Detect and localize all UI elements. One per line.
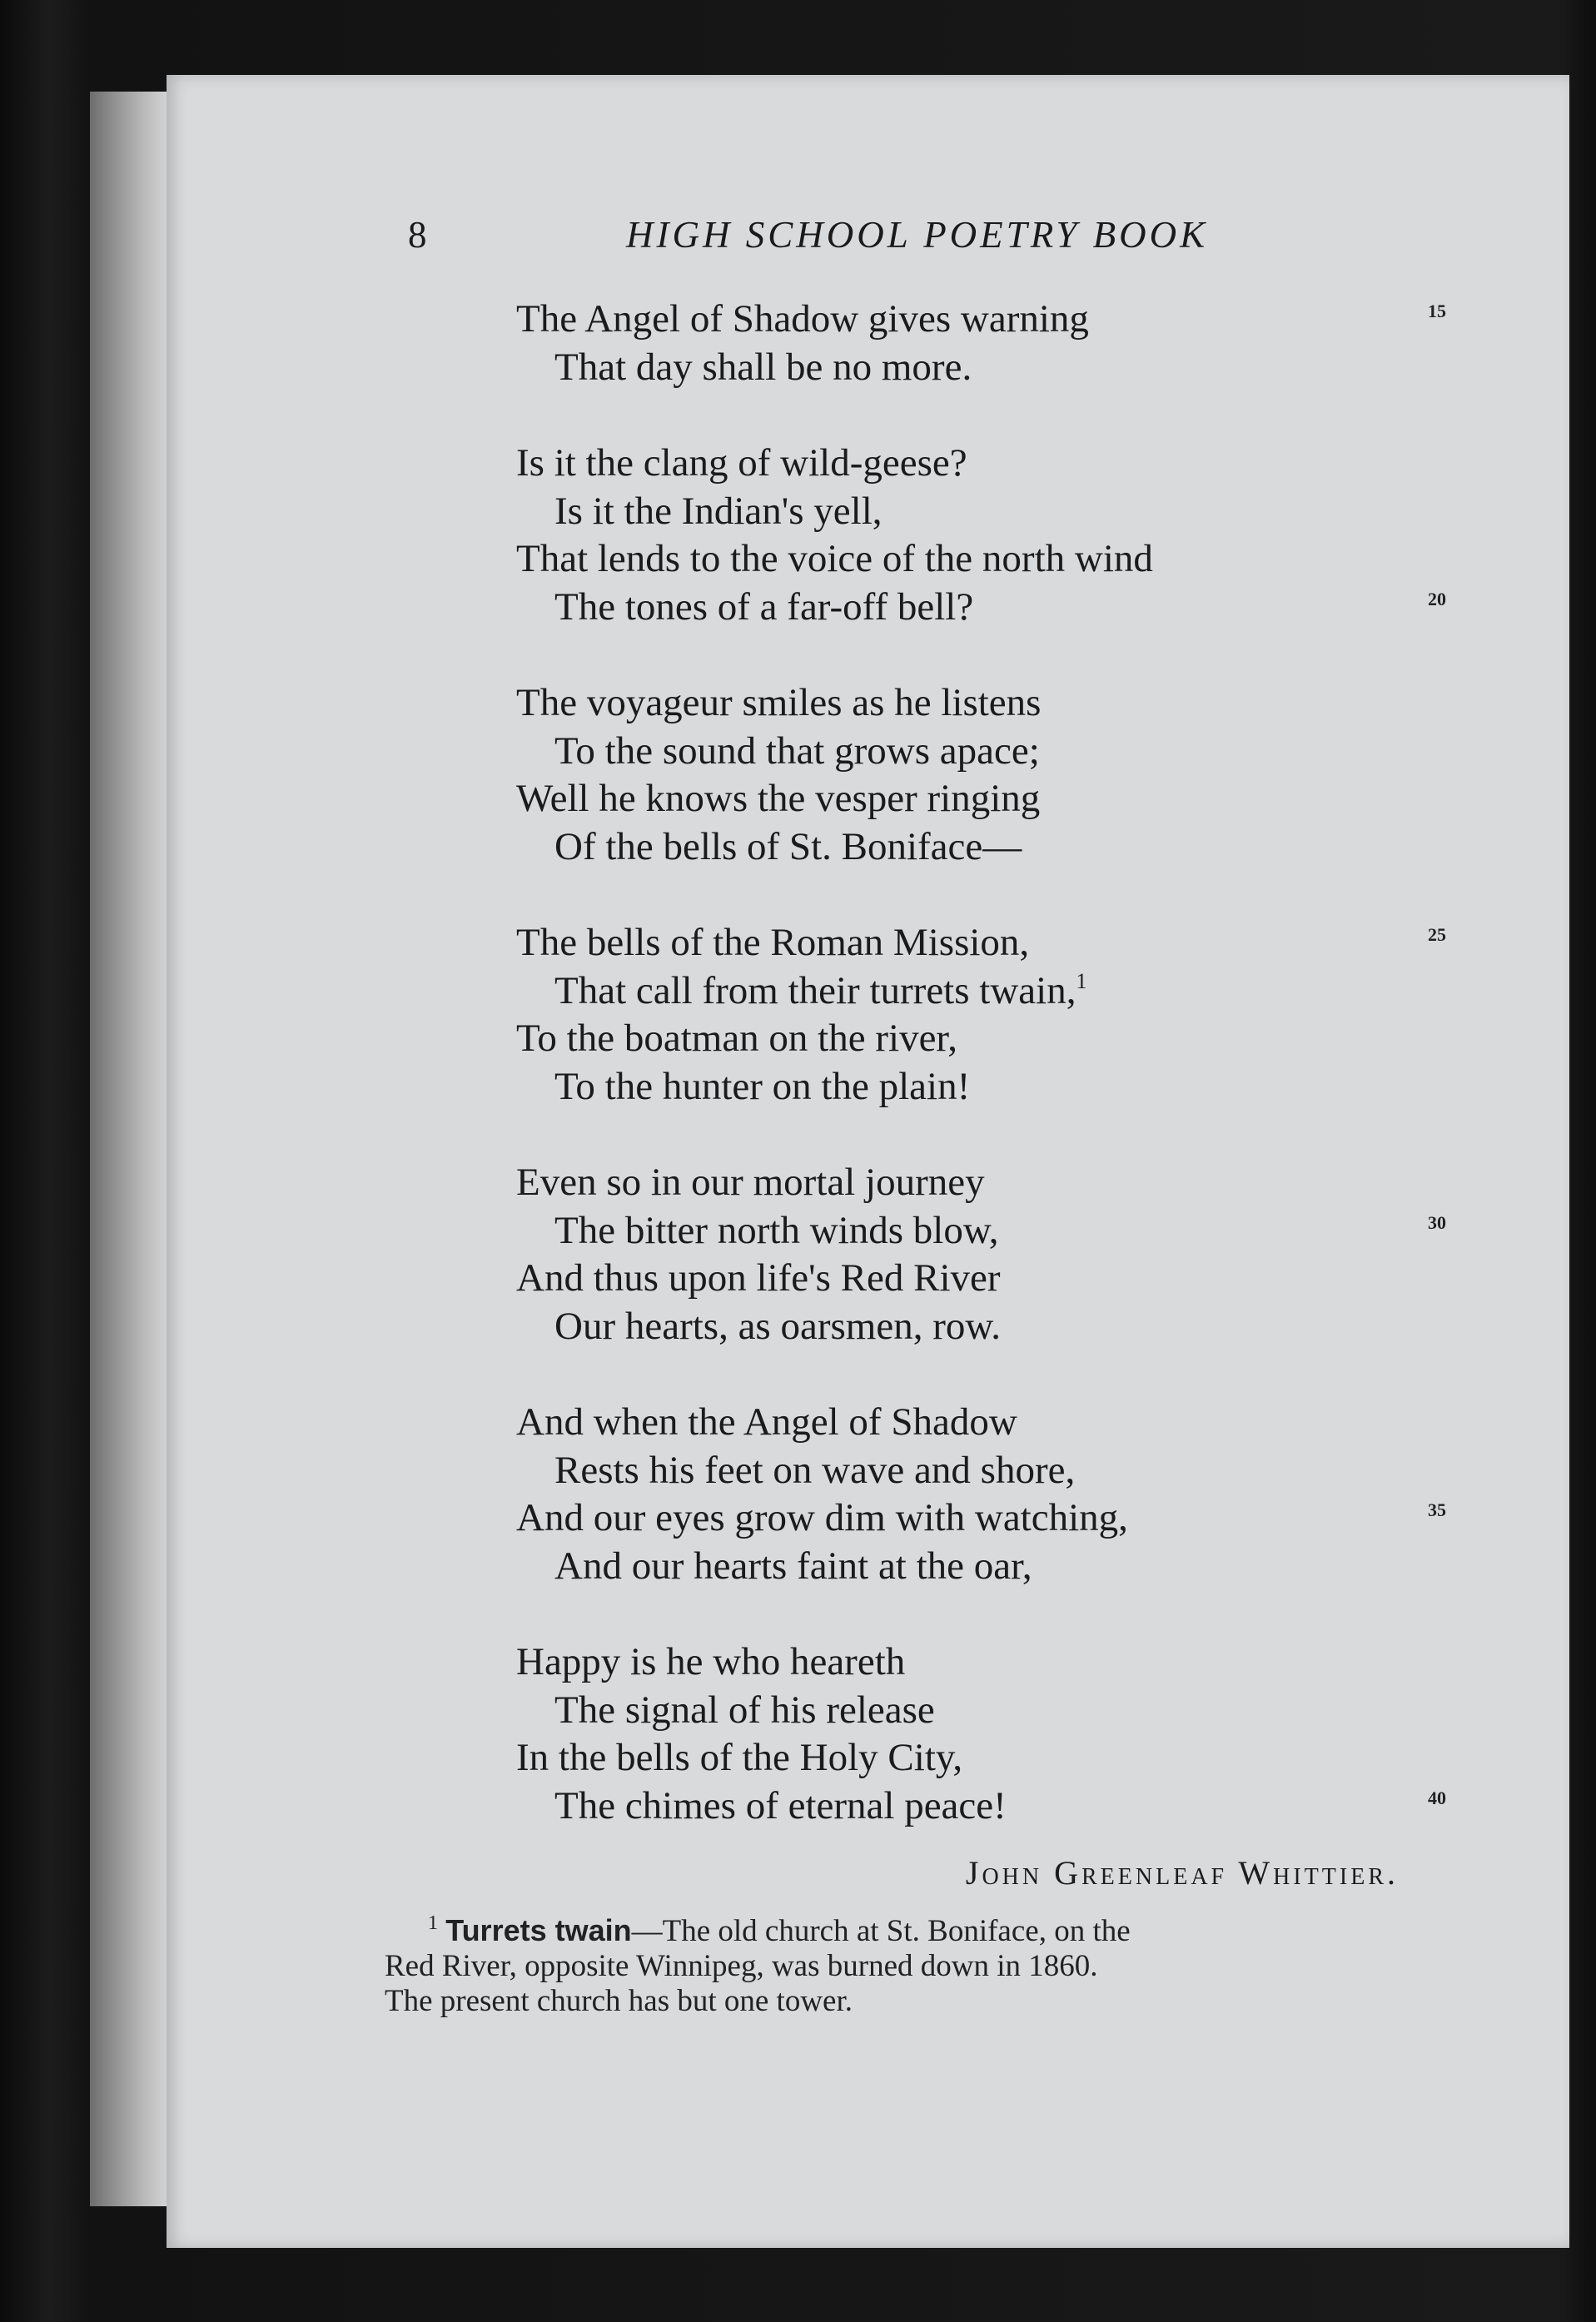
verse-text: That call from their turrets twain, [554,968,1076,1012]
verse-line [516,1447,1432,1495]
verse-text: That day shall be no more. [554,345,972,389]
verse-line [516,535,1432,584]
verse-line [516,823,1432,872]
verse-text: The Angel of Shadow gives warning [516,297,1089,341]
verse-line [516,775,1432,823]
verse-text: The bitter north winds blow, [554,1208,999,1252]
verse-line [516,584,1446,632]
verse-text: And our hearts faint at the oar, [554,1544,1032,1588]
verse-text: Is it the Indian's yell, [554,489,883,533]
stanza [516,1399,1446,1590]
verse-line [516,440,1432,488]
verse-line [516,296,1446,344]
stanza [516,919,1446,1111]
verse-line [516,967,1432,1016]
verse-text: The tones of a far-off bell? [554,584,974,629]
verse-line [516,919,1446,967]
verse-text: That lends to the voice of the north wind [516,537,1153,580]
verse-line [516,1063,1432,1111]
verse-text: Is it the clang of wild-geese? [516,441,967,485]
footnote-reference: 1 [1076,968,1087,993]
line-number: 40 [1428,1787,1446,1808]
verse-line [516,344,1432,392]
verse-text: Of the bells of St. Boniface— [554,824,1022,868]
poem [516,296,1446,1836]
verse-text: Happy is he who heareth [516,1640,906,1683]
verse-line [516,1159,1432,1207]
verse-text: And when the Angel of Shadow [516,1400,1017,1444]
running-title: HIGH SCHOOL POETRY BOOK [626,214,1209,256]
verse-line [516,1015,1432,1063]
verse-text: To the hunter on the plain! [554,1064,971,1108]
verse-text: Even so in our mortal journey [516,1161,985,1204]
verse-line [516,1687,1432,1735]
verse-text: The signal of his release [554,1688,935,1732]
verse-line [516,488,1432,536]
verse-line [516,1543,1432,1591]
line-number: 35 [1428,1499,1446,1520]
footnote-line: Red River, opposite Winnipeg, was burned down in 1860. [385,1949,1098,1983]
verse-text: In the bells of the Holy City, [516,1736,963,1779]
line-number: 30 [1428,1211,1446,1233]
verse-line [516,1734,1432,1783]
verse-text: And thus upon life's Red River [516,1256,1001,1300]
verse-line [516,1494,1446,1543]
verse-line [516,728,1432,776]
stanza [516,1159,1446,1350]
verse-text: The chimes of eternal peace! [554,1783,1007,1827]
verse-text: Well he knows the vesper ringing [516,777,1041,820]
line-number: 15 [1428,301,1446,321]
footnote-line [385,1913,1434,1949]
stanza [516,296,1446,391]
verse-text: To the boatman on the river, [516,1017,957,1060]
verse-text: Our hearts, as oarsmen, row. [554,1304,1001,1348]
verse-line [516,1303,1432,1351]
verse-text: To the sound that grows apace; [554,728,1040,773]
verse-line [516,679,1432,728]
verse-line [516,1207,1446,1255]
stanza [516,440,1446,631]
verse-line [516,1638,1432,1687]
line-number: 20 [1428,588,1446,609]
footnote-term: Turrets twain [445,1913,632,1947]
footnote-text: —The old church at St. Boniface, on the [631,1914,1131,1948]
verse-line [516,1399,1432,1447]
stanza [516,1638,1446,1830]
verse-text: The bells of the Roman Mission, [516,921,1030,964]
verse-text: Rests his feet on wave and shore, [554,1448,1076,1492]
verse-text: And our eyes grow dim with watching, [516,1496,1128,1539]
page-number: 8 [408,214,427,256]
line-number: 25 [1428,924,1446,945]
footnote-marker: 1 [428,1912,438,1934]
verse-line [516,1783,1446,1831]
stanza [516,679,1432,871]
verse-text: The voyageur smiles as he listens [516,681,1042,724]
verse-line [516,1255,1432,1303]
running-header [408,210,1407,260]
footnote-line: The present church has but one tower. [385,1984,853,2018]
poem-author: John Greenleaf Whittier. [965,1854,1399,1892]
footnote [385,1913,1434,2021]
